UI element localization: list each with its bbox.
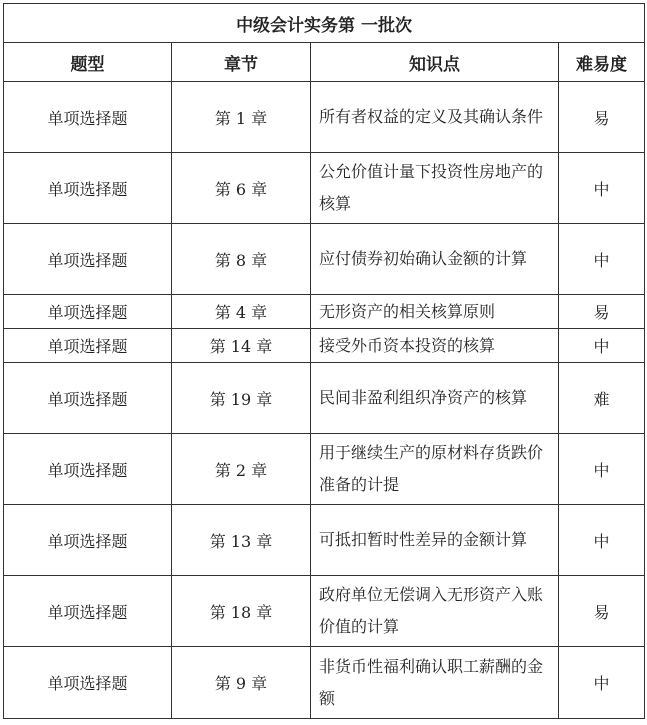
cell-difficulty: 易 — [559, 576, 645, 647]
table-row — [4, 295, 645, 329]
cell-type: 单项选择题 — [4, 505, 172, 576]
header-knowledge-point: 知识点 — [311, 43, 559, 82]
cell-type: 单项选择题 — [4, 647, 172, 719]
cell-chapter: 第 13 章 — [172, 505, 311, 576]
cell-knowledge-point: 非货币性福利确认职工薪酬的金额 — [311, 647, 559, 719]
cell-difficulty: 中 — [559, 434, 645, 505]
cell-knowledge-point: 可抵扣暂时性差异的金额计算 — [311, 505, 559, 576]
table-row — [4, 153, 645, 224]
cell-type: 单项选择题 — [4, 329, 172, 363]
table-row — [4, 434, 645, 505]
cell-chapter: 第 1 章 — [172, 82, 311, 153]
cell-difficulty: 中 — [559, 505, 645, 576]
table-row — [4, 647, 645, 719]
cell-difficulty: 中 — [559, 224, 645, 295]
header-chapter: 章节 — [172, 43, 311, 82]
cell-chapter: 第 4 章 — [172, 295, 311, 329]
cell-difficulty: 中 — [559, 153, 645, 224]
cell-type: 单项选择题 — [4, 82, 172, 153]
table-row — [4, 576, 645, 647]
cell-knowledge-point: 应付债券初始确认金额的计算 — [311, 224, 559, 295]
knowledge-table — [3, 3, 645, 719]
cell-chapter: 第 2 章 — [172, 434, 311, 505]
table-title: 中级会计实务第 一批次 — [4, 4, 645, 43]
table-row — [4, 329, 645, 363]
header-row — [4, 43, 645, 82]
cell-knowledge-point: 公允价值计量下投资性房地产的核算 — [311, 153, 559, 224]
cell-type: 单项选择题 — [4, 434, 172, 505]
header-difficulty: 难易度 — [559, 43, 645, 82]
table-row — [4, 224, 645, 295]
cell-chapter: 第 6 章 — [172, 153, 311, 224]
cell-type: 单项选择题 — [4, 363, 172, 434]
cell-chapter: 第 14 章 — [172, 329, 311, 363]
table-row — [4, 363, 645, 434]
table-row — [4, 82, 645, 153]
cell-difficulty: 中 — [559, 329, 645, 363]
cell-difficulty: 中 — [559, 647, 645, 719]
cell-knowledge-point: 所有者权益的定义及其确认条件 — [311, 82, 559, 153]
cell-chapter: 第 9 章 — [172, 647, 311, 719]
cell-knowledge-point: 民间非盈利组织净资产的核算 — [311, 363, 559, 434]
cell-difficulty: 易 — [559, 295, 645, 329]
cell-difficulty: 难 — [559, 363, 645, 434]
cell-chapter: 第 19 章 — [172, 363, 311, 434]
cell-knowledge-point: 用于继续生产的原材料存货跌价准备的计提 — [311, 434, 559, 505]
cell-knowledge-point: 无形资产的相关核算原则 — [311, 295, 559, 329]
cell-knowledge-point: 接受外币资本投资的核算 — [311, 329, 559, 363]
cell-type: 单项选择题 — [4, 576, 172, 647]
cell-type: 单项选择题 — [4, 224, 172, 295]
cell-chapter: 第 18 章 — [172, 576, 311, 647]
cell-type: 单项选择题 — [4, 153, 172, 224]
header-type: 题型 — [4, 43, 172, 82]
cell-type: 单项选择题 — [4, 295, 172, 329]
cell-difficulty: 易 — [559, 82, 645, 153]
table-row — [4, 505, 645, 576]
cell-knowledge-point: 政府单位无偿调入无形资产入账价值的计算 — [311, 576, 559, 647]
cell-chapter: 第 8 章 — [172, 224, 311, 295]
